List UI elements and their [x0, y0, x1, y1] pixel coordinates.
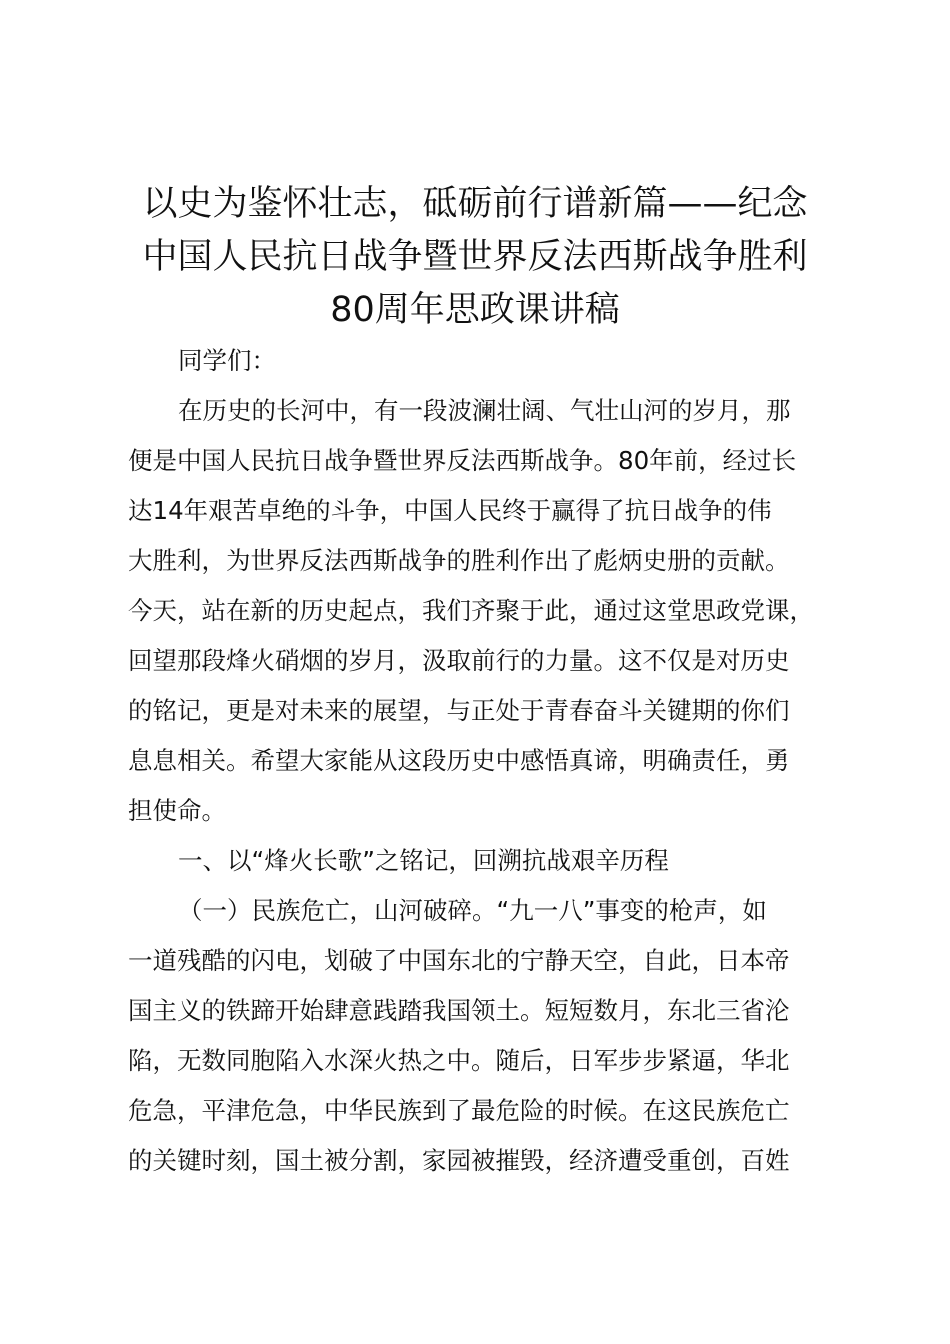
paragraph-line: 便是中国人民抗日战争暨世界反法西斯战争。80年前，经过长	[128, 446, 797, 475]
paragraph-line: 危急，平津危急，中华民族到了最危险的时候。在这民族危亡	[128, 1096, 790, 1125]
title-line: 中国人民抗日战争暨世界反法西斯战争胜利	[142, 237, 808, 277]
paragraph-line: 国主义的铁蹄开始肆意践踏我国领土。短短数月，东北三省沦	[128, 996, 790, 1025]
title-line: 80周年思政课讲稿	[330, 290, 620, 330]
document-body	[128, 336, 848, 1186]
paragraph-line: 今天，站在新的历史起点，我们齐聚于此，通过这堂思政党课，	[128, 596, 814, 625]
document-title	[100, 178, 850, 337]
paragraph-line: 陷，无数同胞陷入水深火热之中。随后，日军步步紧逼，华北	[128, 1046, 790, 1075]
paragraph-line: 回望那段烽火硝烟的岁月，汲取前行的力量。这不仅是对历史	[128, 646, 790, 675]
paragraph-line: 在历史的长河中，有一段波澜壮阔、气壮山河的岁月，那	[178, 396, 791, 425]
title-line: 以史为鉴怀壮志，砥砺前行谱新篇——纪念	[142, 184, 808, 224]
paragraph-line: 达14年艰苦卓绝的斗争，中国人民终于赢得了抗日战争的伟	[128, 496, 772, 525]
section-heading: 一、以“烽火长歌”之铭记，回溯抗战艰辛历程	[178, 846, 669, 875]
paragraph-line: 一道残酷的闪电，划破了中国东北的宁静天空，自此，日本帝	[128, 946, 790, 975]
paragraph-line: 息息相关。希望大家能从这段历史中感悟真谛，明确责任，勇	[128, 746, 790, 775]
paragraph-line: （一）民族危亡，山河破碎。“九一八”事变的枪声，如	[178, 896, 767, 925]
salutation: 同学们：	[178, 346, 276, 375]
paragraph-line: 大胜利，为世界反法西斯战争的胜利作出了彪炳史册的贡献。	[128, 546, 790, 575]
paragraph-line: 担使命。	[128, 796, 226, 825]
paragraph-line: 的关键时刻，国土被分割，家园被摧毁，经济遭受重创，百姓	[128, 1146, 790, 1175]
paragraph-line: 的铭记，更是对未来的展望，与正处于青春奋斗关键期的你们	[128, 696, 790, 725]
